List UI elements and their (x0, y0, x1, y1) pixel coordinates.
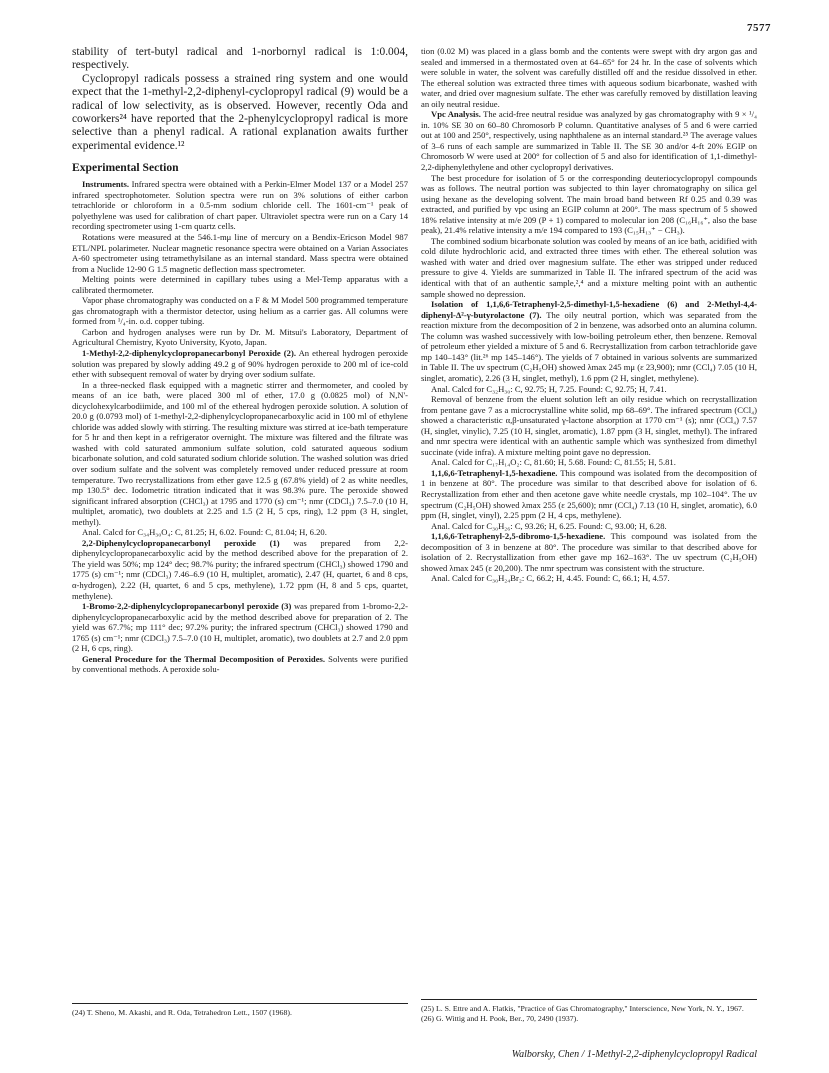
paragraph-text: was prepared from 1-bromo-2,2-diphenylcyclopropanecarboxylic acid by the method described above for preparation of 2. The yield was 67.7%; mp 111° dec; 97.2% purity; the infrared spectrum (CHCl₃) showed 1790 and 1765 (s) cm⁻¹; nmr (CDCl₃) 7.5–7.0 (10 H, multiplet, aromatic), two doublets at 2.7 and 2.0 ppm (2 H, 6 cps, ring). (72, 601, 409, 654)
body-paragraph (421, 457, 757, 468)
paragraph-lead: General Procedure for the Thermal Decomposition of Peroxides. (82, 653, 326, 664)
paragraph-text: Melting points were determined in capillary tubes using a Mel-Temp apparatus with a calibrated thermometer. (72, 274, 408, 295)
body-paragraph (421, 46, 757, 109)
paragraph-text: was prepared from 2,2-diphenylcyclopropanecarboxylic acid by the method described above for the preparation of 2. The yield was 50%; mp 124° dec; 98.7% purity; the infrared spectrum (CHCl₃) showed 1790 and 1775 (s) cm⁻¹; nmr (CDCl₃) 7.46–6.9 (10 H, multiplet, aromatic), 2.47 (H, quartet, 6 and 8 cps, α-hydrogen), 2.22 (H, quartet, 6 and 5 cps, methylene), 1.72 ppm (H, 8 and 5 cps, quartet, methylene). (72, 537, 408, 601)
paragraph-text: tion (0.02 M) was placed in a glass bomb and the contents were swept with dry argon gas and sealed and immersed in a thermostated oven at 64–65° for 24 hr. In the case of solvents which were soluble in water, the solvent was carefully distilled off and the residue dissolved in ether. The ethereal solution was extracted three times with aqueous sodium bicarbonate, washed with water, and dried over magnesium sulfate. The ether was carefully removed by distillation leaving an oily neutral residue. (421, 46, 757, 109)
paragraph-text: The oily neutral portion, which was separated from the reaction mixture from the decomposition of 2 in benzene, was adsorbed onto an alumina column. The column was washed successively with low-boiling petroleum ether, then benzene. Removal of petroleum ether yielded a mixture of 5 and 6. Recrystallization from carbon tetrachloride gave mp 140–143° (lit.²⁶ mp 145–146°). The yields of 7 obtained in various solvents are summarized in Table II. The uv spectrum (C₂H₅OH) showed λmax 245 mμ (ε 23,900); nmr (CCl₄) 7.05 (10 H, singlet, aromatic), 2.26 (3 H, singlet, methyl), 1.6 ppm (2 H, singlet, methylene). (421, 309, 757, 383)
body-paragraph (72, 601, 408, 654)
body-paragraph (421, 236, 757, 299)
paragraph-lead: 1-Methyl-2,2-diphenylcyclopropanecarbonyl Peroxide (2). (82, 348, 296, 358)
paragraph-text: In a three-necked flask equipped with a magnetic stirrer and thermometer, and cooled by means of an ice bath, were placed 300 ml of ether, 17.0 g (0.0825 mol) of N,N'-dicyclohexylcarbodiimide, and 100 ml of the ethereal hydrogen peroxide solution. A solution of 20.0 g (0.0793 mol) of 1-methyl-2,2-diphenylcyclopropanecarboxylic acid in 100 ml of ethylene chloride was added slowly with stirring. The resulting mixture was stirred at ice-bath temperature for 5 hr and then kept in a refrigerator overnight. The mixture was filtered and the filtrate was washed with cold saturated ammonium sulfate solution, cold saturated aqueous sodium bicarbonate solution, and cold saturated sodium chloride solution. The washed solution was dried over sodium sulfate and the solvent was completely removed under reduced pressure at room temperature. Two recrystallizations from ether gave 12.5 g (67.8% yield) of 2 as white needles, mp 130.5° dec. Iodometric titration indicated that it was 98.3% pure. The peroxide showed significant infrared absorption (CHCl₃) at 1795 and 1770 (s) cm⁻¹; nmr (CDCl₃) 7.5–7.0 (10 H, multiplet, aromatic), two doublets at 2.25 and 1.5 (2 H, 5 cps, ring), 1.2 ppm (3 H, singlet, methyl). (72, 379, 408, 527)
body-paragraph (421, 573, 757, 584)
body-paragraph (72, 295, 408, 327)
body-paragraph (72, 327, 408, 348)
paragraph-text: Anal. Calcd for C₃₂H₃₀: C, 92.75; H, 7.25. Found: C, 92.75; H, 7.41. (431, 383, 667, 394)
footnote: (24) T. Sheno, M. Akashi, and R. Oda, Tetrahedron Lett., 1507 (1968). (72, 1008, 292, 1017)
body-paragraph (421, 173, 757, 236)
body-paragraph (421, 109, 757, 172)
paragraph-text: Anal. Calcd for C₃₀H₂₆: C, 93.26; H, 6.25. Found: C, 93.00; H, 6.28. (431, 520, 667, 531)
paragraph-text: Infrared spectra were obtained with a Perkin-Elmer Model 137 or a Model 257 infrared spectrophotometer. Solution spectra were run on 3% solutions of either carbon tetrachloride or chloroform in a 0.5-mm sodium chloride cell. The 1601-cm⁻¹ peak of polyethylene was used for calibration of chart paper. Ultraviolet spectra were run on a Cary 14 recording spectrometer using 1-cm quartz cells. (72, 179, 408, 232)
paragraph-lead: Isolation of 1,1,6,6-Tetraphenyl-2,5-dimethyl-1,5-hexadiene (6) and 2-Methyl-4,4-diphenyl-Δ²-γ-butyrolactone (7). (421, 299, 757, 320)
section-title: Experimental Section (72, 161, 179, 175)
body-paragraph (421, 384, 757, 395)
paragraph-text: Vapor phase chromatography was conducted on a F & M Model 500 programmed temperature gas chromatograph with a thermistor detector, using helium as a carrier gas. All columns were formed from ¹/₄-in. o.d. copper tubing. (72, 295, 408, 327)
footnote: (25) L. S. Ettre and A. Flatkis, "Practice of Gas Chromatography," Interscience, New York, N. Y., 1967. (421, 1004, 744, 1013)
footnote: (26) G. Wittig and H. Pook, Ber., 70, 2490 (1937). (421, 1013, 579, 1023)
right-column (421, 46, 757, 584)
paragraph-text: The best procedure for isolation of 5 or the corresponding deuteriocyclopropyl compounds was as follows. The neutral portion was subjected to thin layer chromatography on silica gel using hexane as the developing solvent. The main broad band between Rf 0.25 and 0.39 was extracted, and purified by vpc using an EGIP column at 200°. The mass spectrum of 5 showed 18% relative intensity at m/e 209 (P + 1) compared to molecular ion 208 (C₁₆H₁₆⁺, also the base peak), 21.4% relative intensity a m/e 194 compared to 193 (C₁₅H₁₃⁺ − CH₃). (421, 172, 757, 236)
paragraph-text: Rotations were measured at the 546.1-mμ line of mercury on a Bendix-Ericson Model 987 ETL/NPL polarimeter. Nuclear magnetic resonance spectra were obtained on a Varian Associates A-60 spectrometer using tetramethylsilane as an internal standard. Mass spectra were obtained from a Nuclide 12-90 G 1.5 magnetic deflection mass spectrometer. (72, 231, 408, 274)
footnotes-right (421, 999, 757, 1023)
paragraph-lead: Vpc Analysis. (431, 109, 481, 120)
paragraph-text: An ethereal hydrogen peroxide solution was prepared by slowly adding 49.2 g of 90% hydrogen peroxide to 200 ml of ice-cold ether with subsequent removal of water by drying over sodium sulfate. (72, 348, 408, 380)
paragraph-lead: 2,2-Diphenylcyclopropanecarbonyl peroxide (1) (82, 537, 280, 548)
body-paragraph (72, 527, 408, 538)
body-paragraph (72, 654, 408, 675)
paragraph-text: Anal. Calcd for C₃₄H₃₀O₄: C, 81.25; H, 6.02. Found: C, 81.04; H, 6.20. (82, 527, 327, 538)
paragraph-text: Removal of benzene from the eluent solution left an oily residue which on recrystallization from pentane gave 7 as a microcrystalline white solid, mp 68–69°. The infrared spectrum (CCl₄) showed a characteristic α,β-unsaturated γ-lactone absorption at 1770 cm⁻¹ (s); nmr (CCl₄) 7.57 (H, singlet, vinylic), 7.25 (10 H, singlet, aromatic), 1.87 ppm (3 H, singlet, methyl). The infrared and nmr spectra were identical with an authentic sample which was synthesized from dimethyl succinate (vide infra). A mixture melting point gave no depression. (421, 394, 757, 457)
paragraph-text: Anal. Calcd for C₃₀H₂₄Br₂: C, 66.2; H, 4.45. Found: C, 66.1; H, 4.57. (431, 573, 670, 584)
body-paragraph (421, 531, 757, 573)
footnotes-left (72, 1003, 408, 1018)
paragraph-lead: 1,1,6,6-Tetraphenyl-1,5-hexadiene. (431, 467, 558, 478)
intro-text (72, 46, 408, 153)
body-paragraph (72, 232, 408, 274)
body-paragraph (421, 521, 757, 532)
page-number: 7577 (747, 22, 771, 34)
body-paragraph (72, 348, 408, 380)
intro-paragraph: stability of tert-butyl radical and 1-norbornyl radical is 1:0.004, respectively. (72, 46, 408, 72)
paragraph-text: Carbon and hydrogen analyses were run by Dr. M. Mitsui's Laboratory, Department of Agricultural Chemistry, Kyoto University, Kyoto, Japan. (72, 326, 408, 348)
body-paragraph (72, 380, 408, 528)
intro-paragraph: Cyclopropyl radicals possess a strained ring system and one would expect that the 1-methyl-2,2-diphenyl-cyclopropyl radical (9) would be a radical of low selectivity, as is observed. However, recently Oda and coworkers²⁴ have reported that the 2-phenylcyclopropyl radical is more selective than a phenyl radical. A rational explanation awaits further experimental evidence.¹² (72, 72, 408, 152)
body-paragraph (72, 274, 408, 295)
paragraph-lead: Instruments. (82, 179, 130, 190)
running-footer: Walborsky, Chen / 1-Methyl-2,2-diphenylcyclopropyl Radical (511, 1049, 757, 1060)
experimental-paragraphs-continued (421, 46, 757, 584)
paragraph-text: The acid-free neutral residue was analyzed by gas chromatography with 9 × ¹/₄ in. 10% SE 30 on 60–80 Chromosorb P column. Quantitative analyses of 5 and 6 were carried out at 100 and 250°, respectively, using naphthalene as an internal standard.²⁵ The average values of 3–6 runs of each sample are summarized in Table II. The SE 30 and/or 4-ft 20% EGIP on Chromosorb W were used at 200° for collection of 5 and also for identification of 1,1-dimethyl-2,2-diphenylethylene and other cyclopropyl derivatives. (421, 109, 757, 173)
paragraph-lead: 1,1,6,6-Tetraphenyl-2,5-dibromo-1,5-hexadiene. (431, 531, 606, 542)
left-column (72, 46, 408, 675)
paragraph-text: The combined sodium bicarbonate solution was cooled by means of an ice bath, acidified with cold dilute hydrochloric acid, and extracted three times with ether. The ethereal solution was washed with water and dried over magnesium sulfate. The ether was stripped under reduced pressure to give 4. Yields are summarized in Table II. The infrared spectrum of the acid was identical with that of an authentic sample,²,⁴ and a mixture melting point with an authentic sample showed no depression. (421, 235, 757, 299)
body-paragraph (72, 179, 408, 232)
paragraph-text: This compound was isolated from the decomposition of 3 in benzene at 80°. The procedure was similar to that described above for isolation of 2. Recrystallization from ether gave mp 162–163°. The uv spectrum (C₂H₅OH) showed λmax 245 (ε 20,200). The nmr spectrum was consistent with the structure. (421, 531, 757, 573)
body-paragraph (421, 468, 757, 521)
body-paragraph (421, 394, 757, 457)
paragraph-text: This compound was isolated from the decomposition of 1 in benzene at 80°. The procedure was similar to that described above for isolation of 6. Recrystallization from ether and then acetone gave white needle crystals, mp 102–104°. The uv spectrum (C₂H₅OH) showed λmax 255 (ε 25,600); nmr (CCl₄) 7.13 (10 H, singlet, aromatic), 6.0 ppm (H, singlet, vinyl), 2.25 ppm (2 H, 4 cps, methylene). (421, 467, 757, 521)
paragraph-text: Solvents were purified by conventional methods. A peroxide solu- (72, 653, 408, 675)
paragraph-text: Anal. Calcd for C₁₇H₁₄O₂: C, 81.60; H, 5.68. Found: C, 81.55; H, 5.81. (431, 457, 676, 468)
paragraph-lead: 1-Bromo-2,2-diphenylcyclopropanecarbonyl peroxide (3) (82, 601, 292, 612)
body-paragraph (72, 538, 408, 601)
body-paragraph (421, 299, 757, 383)
experimental-paragraphs (72, 179, 408, 675)
